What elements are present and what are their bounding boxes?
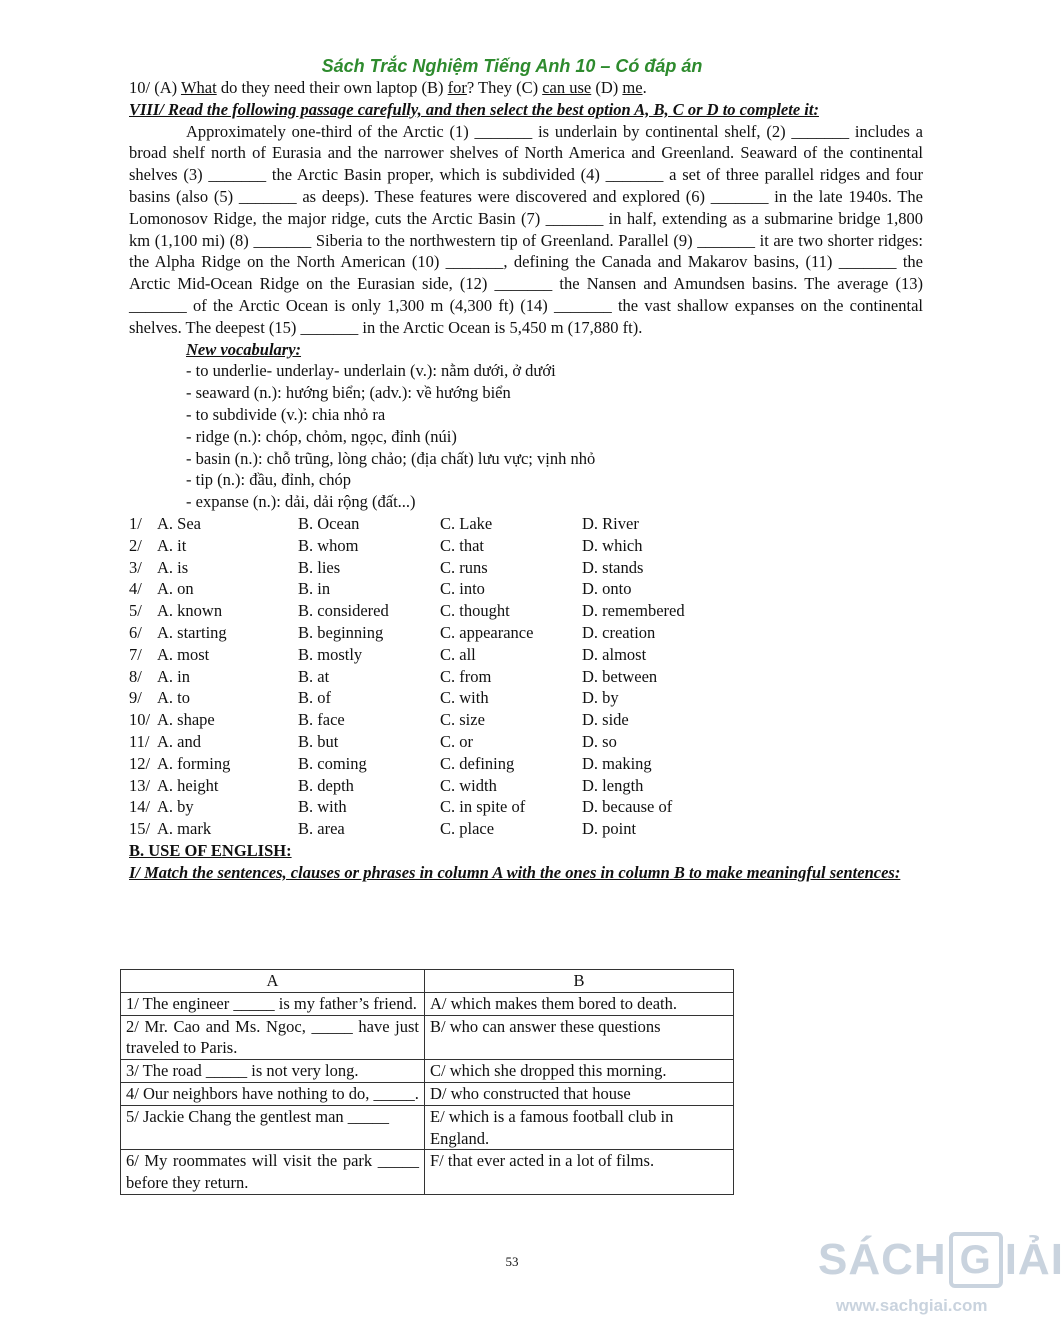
table-cell-a: 1/ The engineer _____ is my father’s friend.	[121, 992, 425, 1015]
vocabulary-item: - basin (n.): chỗ trũng, lòng chảo; (địa chất) lưu vực; vịnh nhỏ	[186, 448, 596, 468]
table-cell-a: 2/ Mr. Cao and Ms. Ngoc, _____ have just traveled to Paris.	[121, 1015, 425, 1060]
option-b: B. lies	[298, 557, 341, 577]
section-viii-title: VIII/ Read the following passage carefully, and then select the best option A, B, C or D to complete it:	[129, 99, 819, 119]
question-row	[129, 622, 923, 644]
option-a: A. height	[157, 775, 219, 795]
option-d: D. length	[582, 775, 644, 795]
column-b-header: B	[425, 970, 734, 993]
option-a: A. shape	[157, 710, 215, 730]
option-b: B. at	[298, 666, 330, 686]
vocabulary-block	[129, 339, 923, 513]
table-row	[121, 992, 734, 1015]
section-b-title: B. USE OF ENGLISH:	[129, 840, 292, 860]
table-cell-a: 6/ My roommates will visit the park _____ before they return.	[121, 1150, 425, 1195]
table-cell-b: E/ which is a famous football club in England.	[425, 1105, 734, 1150]
option-a: A. mark	[157, 819, 212, 839]
option-b: B. area	[298, 819, 345, 839]
watermark-text: IẢI	[1004, 1235, 1064, 1284]
table-row	[121, 1105, 734, 1150]
option-a: A. known	[157, 601, 223, 621]
option-a: A. and	[157, 731, 201, 751]
question-row	[129, 535, 923, 557]
question-text: .	[642, 78, 647, 97]
table-cell-b: D/ who constructed that house	[425, 1082, 734, 1105]
question-row	[129, 557, 923, 579]
question-number: 5/	[129, 601, 142, 621]
option-c: C. size	[440, 710, 485, 730]
option-a: A. by	[157, 797, 194, 817]
option-c: C. in spite of	[440, 797, 526, 817]
question-row	[129, 818, 923, 840]
question-row	[129, 578, 923, 600]
option-b: B. but	[298, 731, 339, 751]
option-b: B. mostly	[298, 644, 363, 664]
option-a: A. is	[157, 557, 189, 577]
option-c: C. from	[440, 666, 492, 686]
question-number: 6/	[129, 622, 142, 642]
question-number: 11/	[129, 731, 150, 751]
question-number: 10/	[129, 78, 151, 97]
question-number: 3/	[129, 557, 142, 577]
watermark-url[interactable]: www.sachgiai.com	[836, 1296, 988, 1315]
option-d: D. remembered	[582, 601, 685, 621]
matching-table	[120, 969, 734, 1195]
option-d: D. making	[582, 753, 652, 773]
option-b: B. whom	[298, 535, 359, 555]
reading-passage: Approximately one-third of the Arctic (1) _______ is underlain by continental shelf, (2) _______ includes a broad shelf north of Eurasia and the narrower shelves of North America and Greenland. Seaward of the continental shelves (3) _______ the Arctic Basin proper, which is subdivided (4) _______ a set of three parallel ridges and four basins (also (5) _______ as deeps). These features were discovered and explored (6) _______ in the late 1940s. The Lomonosov Ridge, the major ridge, cuts the Arctic Basin (7) _______ in half, extending as a submarine bridge 1,800 km (1,100 mi) (8) _______ Siberia to the northwestern tip of Greenland. Parallel (9) _______ it are two shorter ridges: the Alpha Ridge on the North American (10) _______, defining the Canada and Makarov basins, (11) _______ the Arctic Mid-Ocean Ridge on the Eurasian side, (12) _______ the Nansen and Amundsen basins. The average (13) _______ of the Arctic Ocean is only 1,300 m (4,300 ft) (14) _______ the vast shallow expanses on the continental shelves. The deepest (15) _______ in the Arctic Ocean is 5,450 m (17,880 ft).	[129, 121, 923, 337]
option-a: A. on	[157, 579, 194, 599]
option-marker-a: (A)	[154, 78, 178, 97]
answer-options	[129, 513, 923, 840]
option-d: D. because of	[582, 797, 673, 817]
question-row	[129, 513, 923, 535]
book-header: Sách Trắc Nghiệm Tiếng Anh 10 – Có đáp án	[321, 56, 703, 76]
question-row	[129, 796, 923, 818]
option-b: B. with	[298, 797, 347, 817]
question-number: 12/	[129, 753, 151, 773]
question-number: 14/	[129, 797, 151, 817]
option-b: B. of	[298, 688, 331, 708]
question-row	[129, 644, 923, 666]
question-text: do they need their own laptop (B)	[220, 78, 444, 97]
table-row	[121, 1060, 734, 1083]
option-b: B. depth	[298, 775, 354, 795]
question-number: 1/	[129, 513, 142, 533]
watermark-logo	[818, 1232, 1064, 1288]
option-b: B. coming	[298, 753, 367, 773]
option-c: C. that	[440, 535, 484, 555]
underlined-word-d: me	[622, 78, 643, 97]
question-number: 10/	[129, 710, 151, 730]
option-a: A. it	[157, 535, 187, 555]
question-row	[129, 775, 923, 797]
vocabulary-item: - ridge (n.): chóp, chỏm, ngọc, đỉnh (núi)	[186, 426, 457, 446]
page-number: 53	[505, 1254, 519, 1269]
option-c: C. runs	[440, 557, 488, 577]
option-d: D. so	[582, 731, 617, 751]
table-row	[121, 1015, 734, 1060]
option-a: A. Sea	[157, 513, 201, 533]
option-d: D. almost	[582, 644, 647, 664]
question-text: (D)	[595, 78, 619, 97]
vocabulary-item: - to underlie- underlay- underlain (v.): nằm dưới, ở dưới	[186, 361, 556, 381]
question-row	[129, 753, 923, 775]
option-d: D. between	[582, 666, 658, 686]
question-row	[129, 600, 923, 622]
table-row	[121, 1150, 734, 1195]
table-cell-b: C/ which she dropped this morning.	[425, 1060, 734, 1083]
option-a: A. starting	[157, 622, 227, 642]
vocabulary-item: - expanse (n.): dải, dải rộng (đất...)	[186, 492, 416, 512]
option-c: C. thought	[440, 601, 510, 621]
question-number: 2/	[129, 535, 142, 555]
option-b: B. beginning	[298, 622, 384, 642]
option-a: A. most	[157, 644, 210, 664]
column-a-header: A	[121, 970, 425, 993]
option-c: C. or	[440, 731, 473, 751]
matching-instructions: I/ Match the sentences, clauses or phrases in column A with the ones in column B to make meaningful sentences:	[129, 862, 901, 882]
option-a: A. to	[157, 688, 190, 708]
question-row	[129, 687, 923, 709]
content-area	[129, 77, 923, 883]
question-row	[129, 666, 923, 688]
table-cell-a: 5/ Jackie Chang the gentlest man _____	[121, 1105, 425, 1150]
question-number: 9/	[129, 688, 142, 708]
table-cell-a: 3/ The road _____ is not very long.	[121, 1060, 425, 1083]
question-number: 8/	[129, 666, 142, 686]
option-c: C. place	[440, 819, 495, 839]
question-number: 4/	[129, 579, 142, 599]
option-b: B. face	[298, 710, 345, 730]
underlined-word-a: What	[180, 78, 217, 97]
vocabulary-item: - seaward (n.): hướng biển; (adv.): về hướng biển	[186, 383, 511, 403]
table-row	[121, 1082, 734, 1105]
option-d: D. which	[582, 535, 643, 555]
table-cell-b: A/ which makes them bored to death.	[425, 992, 734, 1015]
option-d: D. stands	[582, 557, 644, 577]
option-b: B. in	[298, 579, 331, 599]
question-number: 7/	[129, 644, 142, 664]
option-c: C. Lake	[440, 513, 493, 533]
option-c: C. defining	[440, 753, 515, 773]
table-cell-b: B/ who can answer these questions	[425, 1015, 734, 1060]
option-a: A. forming	[157, 753, 231, 773]
watermark-box: G	[949, 1232, 1003, 1288]
question-row	[129, 731, 923, 753]
vocabulary-item: - tip (n.): đầu, đỉnh, chóp	[186, 470, 351, 490]
previous-question-10	[129, 77, 923, 99]
option-b: B. Ocean	[298, 513, 360, 533]
question-number: 15/	[129, 819, 151, 839]
vocabulary-item: - to subdivide (v.): chia nhỏ ra	[186, 404, 386, 424]
option-d: D. by	[582, 688, 619, 708]
watermark-text: SÁCH	[818, 1235, 947, 1284]
option-d: D. point	[582, 819, 637, 839]
option-c: C. into	[440, 579, 485, 599]
option-d: D. creation	[582, 622, 656, 642]
option-d: D. onto	[582, 579, 632, 599]
question-row	[129, 709, 923, 731]
option-a: A. in	[157, 666, 190, 686]
option-c: C. appearance	[440, 622, 534, 642]
option-d: D. River	[582, 513, 639, 533]
option-c: C. with	[440, 688, 489, 708]
option-b: B. considered	[298, 601, 389, 621]
table-cell-a: 4/ Our neighbors have nothing to do, _____.	[121, 1082, 425, 1105]
vocabulary-title: New vocabulary:	[186, 339, 302, 359]
option-c: C. width	[440, 775, 497, 795]
option-d: D. side	[582, 710, 629, 730]
question-text: ? They (C)	[466, 78, 539, 97]
table-header-row	[121, 970, 734, 993]
question-number: 13/	[129, 775, 151, 795]
table-cell-b: F/ that ever acted in a lot of films.	[425, 1150, 734, 1195]
option-c: C. all	[440, 644, 476, 664]
underlined-word-b: for	[447, 78, 467, 97]
underlined-word-c: can use	[542, 78, 592, 97]
